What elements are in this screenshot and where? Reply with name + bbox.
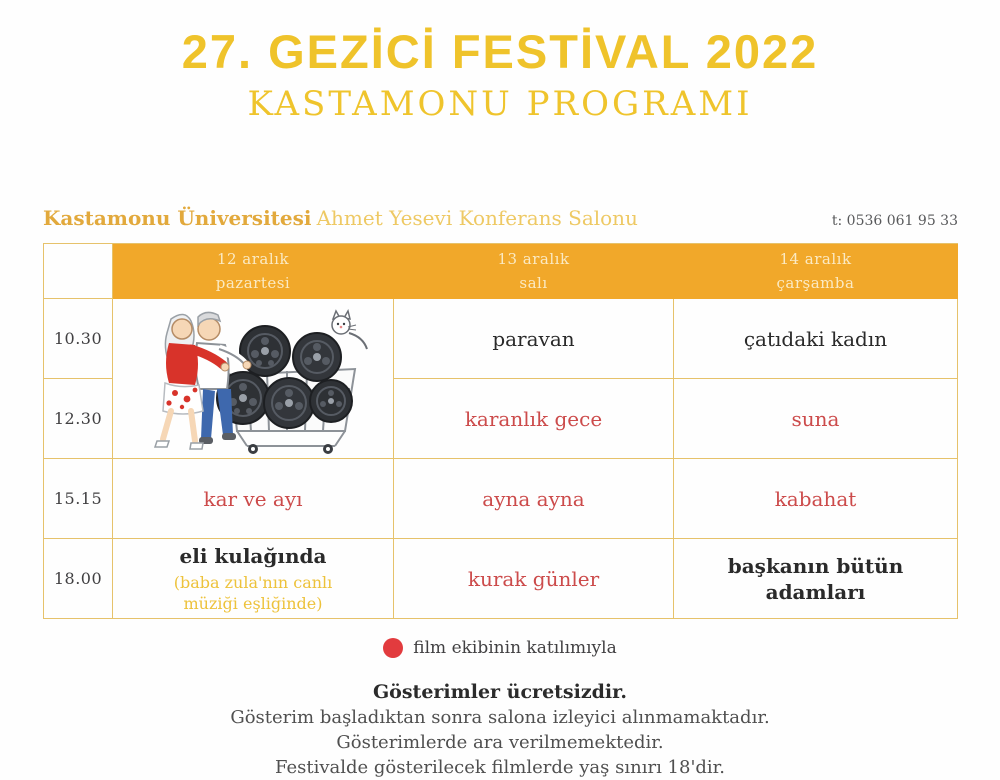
film-title: başkanın bütün adamları xyxy=(674,539,958,619)
footer-note-line: Gösterim başladıktan sonra salona izleyici alınmamaktadır. xyxy=(230,707,770,728)
table-corner-cell xyxy=(44,244,113,299)
header-date: 12 aralık xyxy=(216,250,290,268)
page-title: 27. GEZİCİ FESTİVAL 2022 xyxy=(181,25,819,78)
phone-number: t: 0536 061 95 33 xyxy=(831,213,958,229)
header-date: 14 aralık xyxy=(779,250,852,268)
film-title: çatıdaki kadın xyxy=(674,299,958,379)
footer-note-line: Gösterimler ücretsizdir. xyxy=(372,681,628,703)
film-title: eli kulağında xyxy=(179,544,327,568)
legend-label: film ekibinin katılımıyla xyxy=(413,638,617,658)
header-day: pazartesi xyxy=(215,274,291,292)
time-label: 10.30 xyxy=(44,299,113,379)
film-reel-cart-illustration xyxy=(113,299,394,459)
column-header-wednesday xyxy=(674,244,958,299)
red-dot-icon xyxy=(383,638,403,658)
footer-notes xyxy=(0,680,1000,780)
legend xyxy=(0,638,1000,658)
page-subtitle: KASTAMONU PROGRAMI xyxy=(247,84,753,124)
venue-hall: Ahmet Yesevi Konferans Salonu xyxy=(316,206,638,230)
footer-note-line: Gösterimlerde ara verilmemektedir. xyxy=(336,732,664,753)
venue-line xyxy=(43,206,958,230)
film-title-red: kar ve ayı xyxy=(113,459,394,539)
header-date: 13 aralık xyxy=(497,250,570,268)
film-note: (baba zula'nın canlı müziği eşliğinde) xyxy=(173,573,333,613)
time-label: 18.00 xyxy=(44,539,113,619)
column-header-monday xyxy=(113,244,394,299)
footer-note-line: Festivalde gösterilecek filmlerde yaş sınırı 18'dir. xyxy=(274,757,726,778)
time-label: 12.30 xyxy=(44,379,113,459)
venue-name: Kastamonu Üniversitesi xyxy=(43,206,312,230)
column-header-tuesday xyxy=(394,244,674,299)
time-label: 15.15 xyxy=(44,459,113,539)
schedule-table xyxy=(43,243,958,619)
cart-illustration-svg xyxy=(119,303,387,455)
film-title-red: kurak günler xyxy=(394,539,674,619)
film-title: paravan xyxy=(394,299,674,379)
film-title-red: suna xyxy=(674,379,958,459)
header-day: çarşamba xyxy=(776,274,855,292)
film-title-red: ayna ayna xyxy=(394,459,674,539)
film-title-red: karanlık gece xyxy=(394,379,674,459)
film-title-red: kabahat xyxy=(674,459,958,539)
venue-info xyxy=(43,206,638,230)
header-day: salı xyxy=(519,274,548,292)
film-title-with-note xyxy=(113,539,394,619)
